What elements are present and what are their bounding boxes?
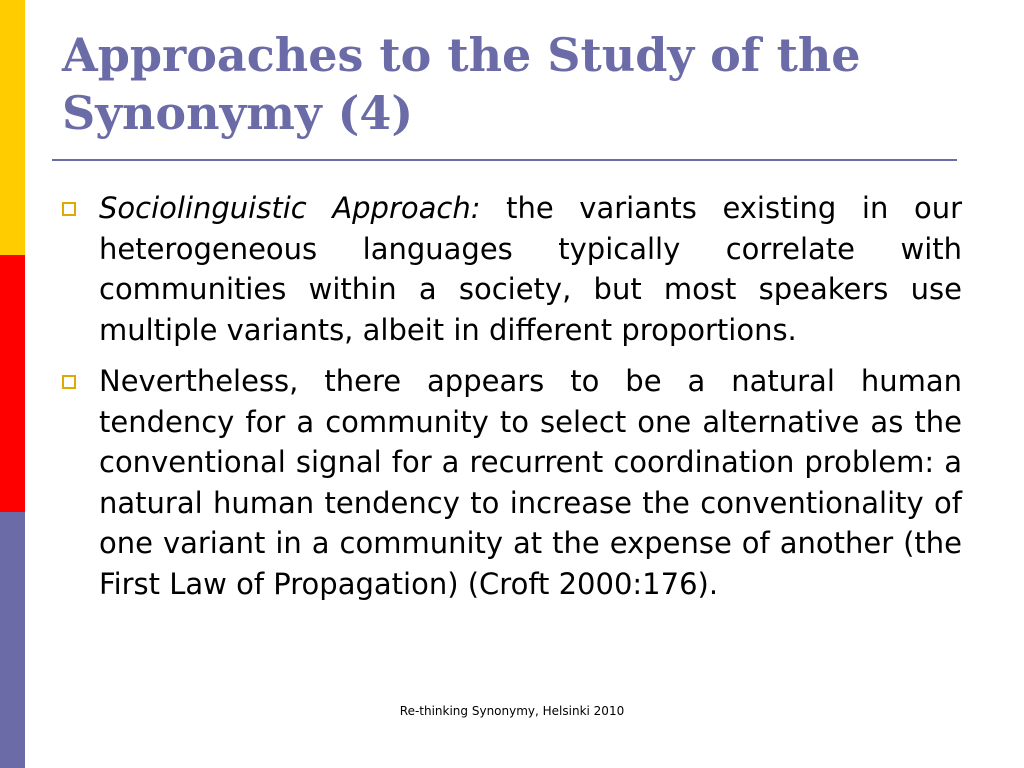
slide-footer: Re-thinking Synonymy, Helsinki 2010 [399,704,625,718]
bullet-text [99,188,962,350]
slide-title [62,26,962,142]
slide-title-line-1: Approaches to the Study of the [62,28,861,82]
side-bar-red [0,255,25,512]
bullet-item [62,361,962,604]
title-divider [52,159,957,161]
side-bar-yellow [0,0,25,255]
bullet-body: Nevertheless, there appears to be a natural human tendency for a community to select one alternative as the conventional signal for a recurrent coordination problem: a natural human tendency to increase the conventionality of one variant in a community at the expense of another (the First Law of Propagation) (Croft 2000:176). [99,364,962,601]
bullet-term: Sociolinguistic Approach: [99,191,481,225]
slide-title-line-2: Synonymy (4) [62,86,414,140]
side-bar-purple [0,512,25,768]
bullet-list [62,188,962,615]
bullet-item [62,188,962,350]
square-bullet-icon [62,375,76,389]
bullet-text [99,361,962,604]
bullet-body: the variants existing in our heterogeneous languages typically correlate with communities within a society, but most speakers use multiple variants, albeit in different proportions. [99,191,962,347]
square-bullet-icon [62,202,76,216]
